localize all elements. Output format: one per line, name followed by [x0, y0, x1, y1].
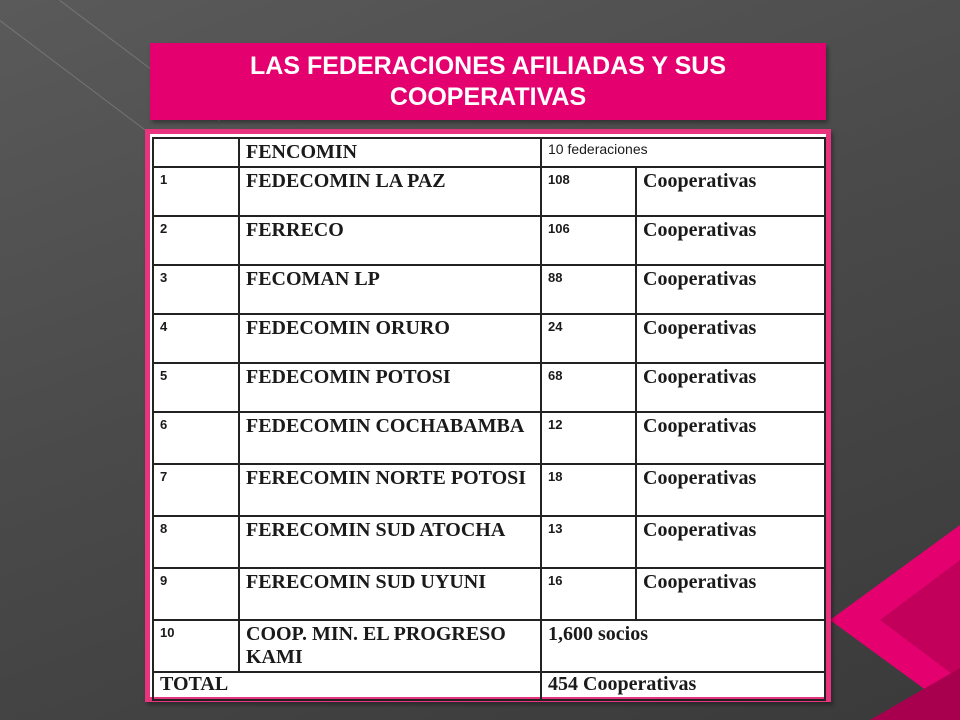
cell-name: FEDECOMIN LA PAZ: [239, 167, 541, 216]
table-row: [153, 516, 825, 568]
cell-num: 5: [153, 363, 239, 412]
table-row: [153, 464, 825, 516]
cell-total-label: TOTAL: [153, 672, 541, 700]
cell-count: 16: [541, 568, 636, 620]
table-total-row: [153, 672, 825, 700]
table-container: [150, 134, 826, 697]
cell-name: FEDECOMIN POTOSI: [239, 363, 541, 412]
table-row: [153, 314, 825, 363]
cell-name: FECOMAN LP: [239, 265, 541, 314]
cell-name: FERECOMIN SUD ATOCHA: [239, 516, 541, 568]
cell-count: 68: [541, 363, 636, 412]
decorative-triangle-inner: [880, 560, 960, 680]
cell-count: 108: [541, 167, 636, 216]
table-row-special: [153, 620, 825, 672]
cell-count: 106: [541, 216, 636, 265]
slide-title: LAS FEDERACIONES AFILIADAS Y SUS COOPERATIVAS: [250, 51, 726, 111]
table-row: [153, 568, 825, 620]
cell-count: 13: [541, 516, 636, 568]
cell-unit: Cooperativas: [636, 314, 825, 363]
cell-count: 24: [541, 314, 636, 363]
table-row: [153, 412, 825, 464]
cell-name: FEDECOMIN COCHABAMBA: [239, 412, 541, 464]
cell-name: FENCOMIN: [239, 138, 541, 167]
cell-num: [153, 138, 239, 167]
cell-num: 6: [153, 412, 239, 464]
cell-num: 7: [153, 464, 239, 516]
cell-federations-count: 10 federaciones: [541, 138, 825, 167]
cell-count: 88: [541, 265, 636, 314]
table-row: [153, 216, 825, 265]
table-row: [153, 363, 825, 412]
cell-unit: Cooperativas: [636, 568, 825, 620]
cell-unit: Cooperativas: [636, 265, 825, 314]
title-banner: [150, 43, 826, 120]
cell-name: FERECOMIN NORTE POTOSI: [239, 464, 541, 516]
table-row: [153, 167, 825, 216]
cell-num: 1: [153, 167, 239, 216]
cell-count: 18: [541, 464, 636, 516]
cell-unit: Cooperativas: [636, 516, 825, 568]
federations-table: [152, 137, 826, 701]
table-header-row: [153, 138, 825, 167]
cell-num: 9: [153, 568, 239, 620]
cell-unit: Cooperativas: [636, 412, 825, 464]
cell-num: 8: [153, 516, 239, 568]
cell-unit: Cooperativas: [636, 464, 825, 516]
cell-name: COOP. MIN. EL PROGRESO KAMI: [239, 620, 541, 672]
cell-num: 10: [153, 620, 239, 672]
cell-socios: 1,600 socios: [541, 620, 825, 672]
cell-total-value: 454 Cooperativas: [541, 672, 825, 700]
decorative-triangle-low: [870, 668, 960, 720]
table-row: [153, 265, 825, 314]
cell-name: FEDECOMIN ORURO: [239, 314, 541, 363]
cell-unit: Cooperativas: [636, 216, 825, 265]
cell-unit: Cooperativas: [636, 363, 825, 412]
cell-num: 2: [153, 216, 239, 265]
table-frame: [145, 129, 831, 702]
cell-count: 12: [541, 412, 636, 464]
cell-name: FERRECO: [239, 216, 541, 265]
cell-name: FERECOMIN SUD UYUNI: [239, 568, 541, 620]
cell-unit: Cooperativas: [636, 167, 825, 216]
cell-num: 3: [153, 265, 239, 314]
cell-num: 4: [153, 314, 239, 363]
